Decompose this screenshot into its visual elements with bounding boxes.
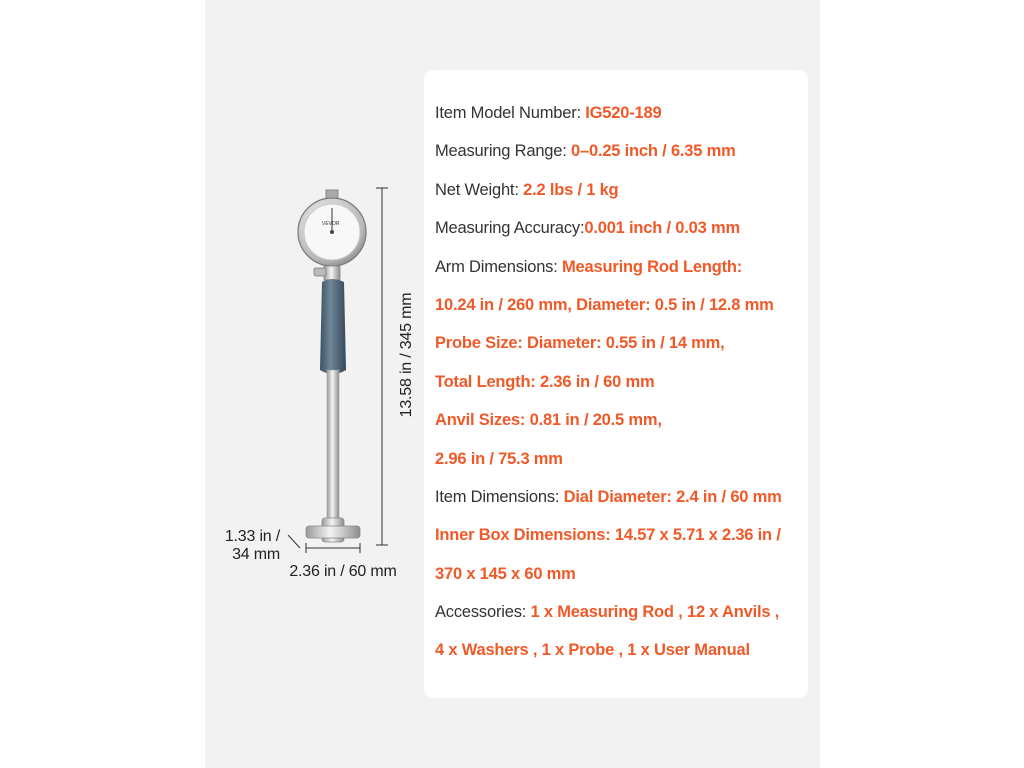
base-dimension-line [288, 535, 300, 548]
spec-line-box-cont [435, 555, 815, 593]
clamp-screw [314, 268, 326, 276]
spec-value: 2.2 lbs / 1 kg [523, 180, 619, 199]
spec-line-range [435, 132, 815, 170]
spec-value: 1 x Measuring Rod , 12 x Anvils , [530, 603, 780, 622]
spec-value: 4 x Washers , 1 x Probe , 1 x User Manual [435, 641, 750, 660]
spec-line-item-dims [435, 478, 815, 516]
handle-grip [320, 279, 346, 374]
brand-mark: VEVOR [322, 221, 340, 227]
spec-value: 0–0.25 inch / 6.35 mm [571, 142, 736, 161]
spec-label: Item Model Number: [435, 104, 586, 122]
spec-label: Measuring Range: [435, 142, 572, 161]
height-dimension-label: 13.58 in / 345 mm [398, 292, 415, 418]
spec-value: 0.001 inch / 0.03 mm [584, 219, 740, 238]
spec-value: Inner Box Dimensions: 14.57 x 5.71 x 2.36 in / [435, 526, 781, 545]
spec-label: Arm Dimensions: [435, 257, 562, 276]
spec-value: 370 x 145 x 60 mm [435, 564, 576, 583]
dial-hub [330, 230, 334, 234]
probe-anvil [306, 526, 360, 538]
spec-label: Net Weight: [435, 180, 524, 199]
spec-list [435, 94, 815, 670]
spec-line-probe [435, 324, 815, 362]
spec-line-model [435, 94, 815, 132]
spec-line-anvil-cont [435, 440, 815, 478]
spec-value: Measuring Rod Length: [562, 257, 743, 276]
spec-line-arm [435, 248, 815, 286]
dial-crown [326, 190, 338, 198]
base-dimension-line1: 1.33 in / [224, 528, 280, 545]
spec-value: Total Length: 2.36 in / 60 mm [435, 372, 655, 391]
spec-line-box [435, 516, 815, 554]
base-dimension-line2: 34 mm [232, 546, 280, 563]
spec-value: Probe Size: Diameter: 0.55 in / 14 mm, [435, 334, 725, 353]
measuring-rod [327, 370, 339, 530]
spec-line-accuracy [435, 209, 815, 247]
spec-value: Dial Diameter: 2.4 in / 60 mm [563, 487, 782, 506]
spec-label: Measuring Accuracy: [435, 219, 585, 238]
spec-line-probe-length [435, 363, 815, 401]
spec-value: IG520-189 [585, 104, 662, 122]
spec-value: Anvil Sizes: 0.81 in / 20.5 mm, [435, 411, 662, 430]
spec-value: 2.96 in / 75.3 mm [435, 449, 563, 468]
spec-value: 10.24 in / 260 mm, Diameter: 0.5 in / 12.8 mm [435, 295, 774, 314]
spec-label: Item Dimensions: [435, 487, 564, 506]
spec-line-weight [435, 171, 815, 209]
spec-line-anvil [435, 401, 815, 439]
spec-line-accessories [435, 593, 815, 631]
width-dimension-label: 2.36 in / 60 mm [289, 563, 397, 580]
base-dimension-label [210, 528, 280, 564]
spec-label: Accessories: [435, 603, 531, 622]
spec-line-arm-cont [435, 286, 815, 324]
spec-line-accessories-cont [435, 631, 815, 669]
